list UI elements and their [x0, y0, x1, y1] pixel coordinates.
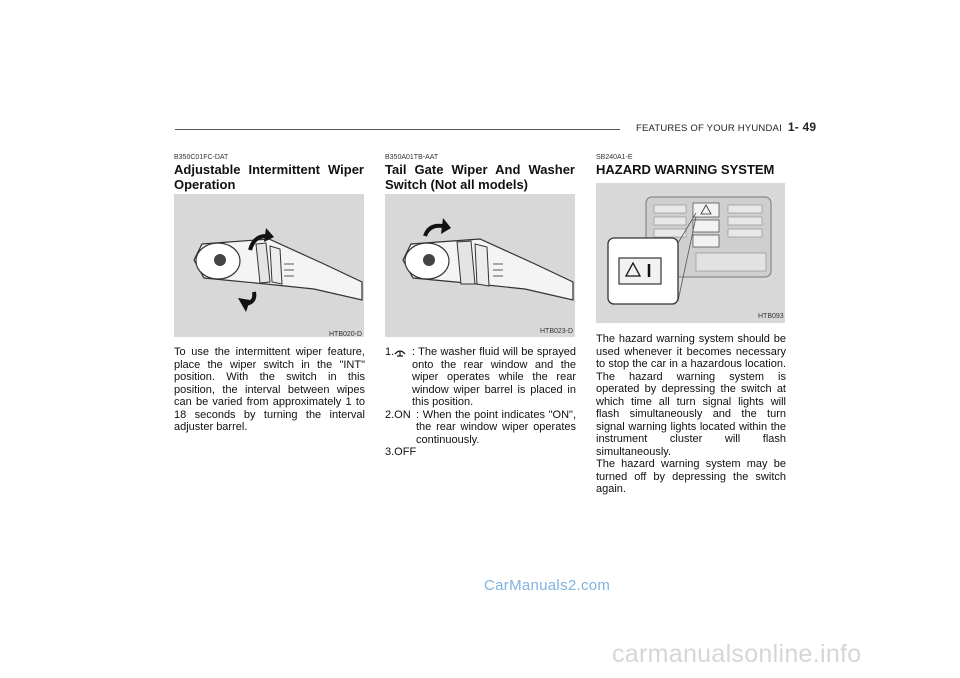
figure-caption: HTB020-D: [329, 331, 363, 338]
section-code: SB240A1-E: [596, 154, 633, 161]
figure-rear-wiper-switch: [385, 194, 575, 337]
title-line: Adjustable Intermittent Wiper: [174, 162, 364, 177]
section-title: FEATURES OF YOUR HYUNDAI: [636, 123, 782, 134]
washer-spray-icon: [394, 348, 406, 357]
section-title-wiper: [174, 162, 364, 192]
header-rule: [175, 129, 620, 130]
list-item-label: 3.OFF: [385, 446, 417, 458]
page-header: [636, 120, 816, 134]
page-number: 1- 49: [787, 120, 817, 134]
body-text: The hazard warning system should be used whenever it becomes necessary to stop the car in a hazardous location. The hazard warning system is operated by depressing the switch at which time all turn signal lights will flash simultaneously and the turn signal warning lights located within the instrument cluster will flash simultaneously. The hazard warning system may be turned off by depressing the switch again.: [596, 333, 786, 495]
list-item-label: 1.: [385, 346, 406, 359]
figure-caption: HTB023-D: [540, 328, 574, 335]
body-text: To use the intermittent wiper feature, place the wiper switch in the "INT" position. With the switch in this position, the interval between wipes can be varied from approximately 1 to 18 seconds by turning the interval adjuster barrel.: [174, 346, 365, 433]
section-code: B350A01TB-AAT: [385, 154, 439, 161]
list-item: [385, 346, 576, 409]
title-line: Switch (Not all models): [385, 177, 529, 192]
section-title-tailgate: [385, 162, 575, 192]
footer-watermark[interactable]: carmanualsonline.info: [612, 640, 862, 668]
list-item: [385, 446, 576, 459]
figure-caption: HTB093: [758, 313, 784, 320]
section-title-hazard: [596, 162, 786, 177]
list-item: [385, 409, 576, 447]
section-code: B350C01FC-DAT: [174, 154, 229, 161]
list-item-label: 2.ON: [385, 408, 411, 421]
title-line: Tail Gate Wiper And Washer: [385, 162, 575, 177]
list-item-text: : The washer fluid will be sprayed onto the rear window and the wiper operates while the rear window wiper barrel is placed in this position.: [412, 346, 576, 408]
title-line: HAZARD WARNING SYSTEM: [596, 162, 775, 177]
title-line: Operation: [174, 177, 236, 192]
figure-hazard-switch: [596, 183, 785, 323]
numbered-list: [385, 346, 576, 459]
list-item-text: : When the point indicates "ON", the rear window wiper operates continuously.: [416, 408, 576, 446]
figure-wiper-stalk: [174, 194, 364, 337]
watermark[interactable]: CarManuals2.com: [484, 577, 611, 594]
